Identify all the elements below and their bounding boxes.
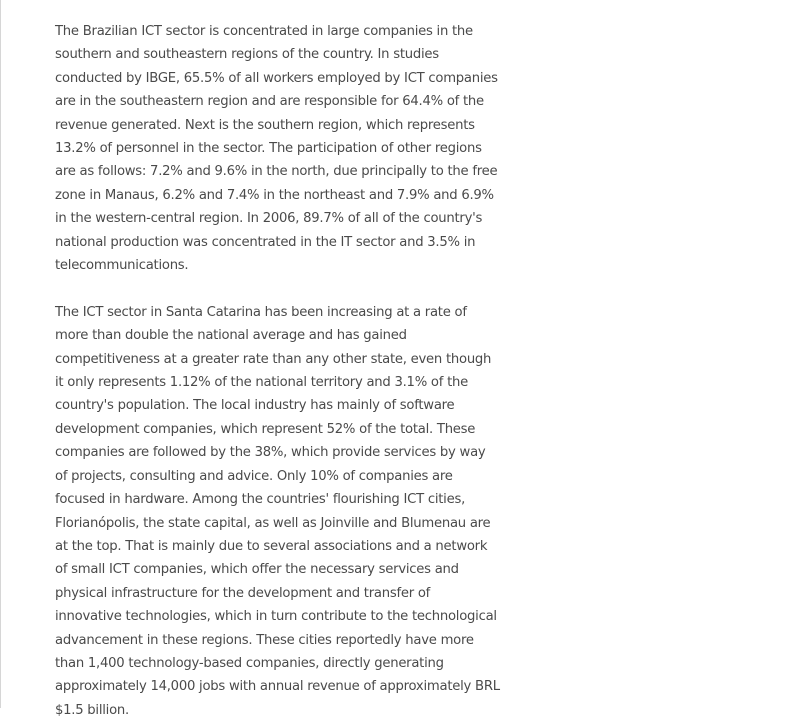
paragraph-brazil-ict-sector: The Brazilian ICT sector is concentrated in large companies in the southern and southeastern regions of the country. In studies conducted by IBGE, 65.5% of all workers employed by ICT companies are in the southeastern region and are responsible for 64.4% of the revenue generated. Next is the southern region, which represents 13.2% of personnel in the sector. The participation of other regions are as follows: 7.2% and 9.6% in the north, due principally to the free zone in Manaus, 6.2% and 7.4% in the northeast and 7.9% and 6.9% in the western-central region. In 2006, 89.7% of all of the country's national production was concentrated in the IT sector and 3.5% in telecommunications. bbox=[55, 24, 498, 274]
article-body bbox=[55, 20, 500, 722]
paragraph-santa-catarina-ict: The ICT sector in Santa Catarina has been increasing at a rate of more than double the national average and has gained competitiveness at a greater rate than any other state, even though it only represents 1.12% of the national territory and 3.1% of the country's population. The local industry has mainly of software development companies, which represent 52% of the total. These companies are followed by the 38%, which provide services by way of projects, consulting and advice. Only 10% of companies are focused in hardware. Among the countries' flourishing ICT cities, Florianópolis, the state capital, as well as Joinville and Blumenau are at the top. That is mainly due to several associations and a network of small ICT companies, which offer the necessary services and physical infrastructure for the development and transfer of innovative technologies, which in turn contribute to the technological advancement in these regions. These cities reportedly have more than 1,400 technology-based companies, directly generating approximately 14,000 jobs with annual revenue of approximately BRL $1.5 billion. bbox=[55, 304, 500, 718]
left-divider bbox=[0, 0, 1, 708]
